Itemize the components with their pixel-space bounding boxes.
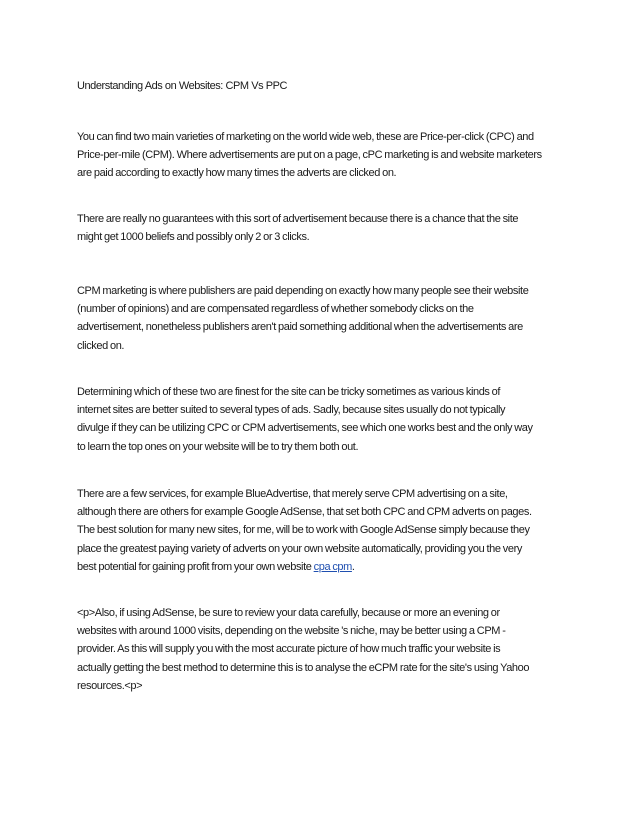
paragraph-line: provider. As this will supply you with the most accurate picture of how much traffic your website is [77, 643, 501, 656]
paragraph-line: might get 1000 beliefs and possibly only 2 or 3 clicks. [77, 231, 310, 244]
paragraph-line: Price-per-mile (CPM). Where advertisements are put on a page, cPC marketing is and website marketers [77, 149, 542, 162]
paragraph-no-guarantees [77, 210, 567, 246]
paragraph-line: divulge if they can be utilizing CPC or CPM advertisements, see which one works best and the only way [77, 422, 533, 435]
paragraph-line [77, 558, 567, 576]
paragraph-line: <p>Also, if using AdSense, be sure to review your data carefully, because or more an evening or [77, 607, 500, 619]
paragraph-line: internet sites are better suited to several types of ads. Sadly, because sites usually do not typically [77, 404, 506, 417]
document-title: Understanding Ads on Websites: CPM Vs PPC [77, 80, 288, 92]
paragraph-line: although there are others for example Google AdSense, that set both CPC and CPM adverts on pages. [77, 506, 532, 519]
paragraph-line: CPM marketing is where publishers are paid depending on exactly how many people see their website [77, 285, 529, 297]
paragraph-services [77, 485, 567, 576]
paragraph-line: to learn the top ones on your website will be to try them both out. [77, 440, 359, 453]
paragraph-line: are paid according to exactly how many times the adverts are clicked on. [77, 167, 397, 180]
paragraph-line: There are a few services, for example BlueAdvertise, that merely serve CPM advertising on a site, [77, 488, 508, 500]
paragraph-line: Determining which of these two are finest for the site can be tricky sometimes as various kinds of [77, 386, 501, 398]
paragraph-cpm-marketing [77, 282, 567, 355]
paragraph-line: clicked on. [77, 339, 125, 352]
paragraph-line: actually getting the best method to determine this is to analyse the eCPM rate for the site's using Yahoo [77, 661, 530, 674]
paragraph-line: websites with around 1000 visits, depending on the website 's niche, may be better using a CPM - [77, 625, 506, 638]
paragraph-line-suffix: . [351, 560, 355, 573]
paragraph-determining [77, 383, 567, 456]
paragraph-line: advertisement, nonetheless publishers aren't paid something additional when the advertisements are [77, 321, 523, 334]
paragraph-line-prefix: best potential for gaining profit from your own website [77, 560, 314, 573]
paragraph-line: You can find two main varieties of marketing on the world wide web, these are Price-per-click (CPC) and [77, 131, 534, 143]
paragraph-adsense-tip [77, 604, 567, 695]
cpa-cpm-link[interactable]: cpa cpm [313, 560, 352, 573]
paragraph-line: The best solution for many new sites, for me, will be to work with Google AdSense simply because they [77, 524, 530, 537]
paragraph-line: There are really no guarantees with this sort of advertisement because there is a chance that the site [77, 213, 519, 225]
paragraph-line: place the greatest paying variety of adverts on your own website automatically, providing you the very [77, 542, 522, 555]
paragraph-line: (number of opinions) and are compensated regardless of whether somebody clicks on the [77, 303, 474, 316]
paragraph-line: resources.<p> [77, 679, 143, 692]
paragraph-cpc-cpm-intro [77, 128, 567, 183]
